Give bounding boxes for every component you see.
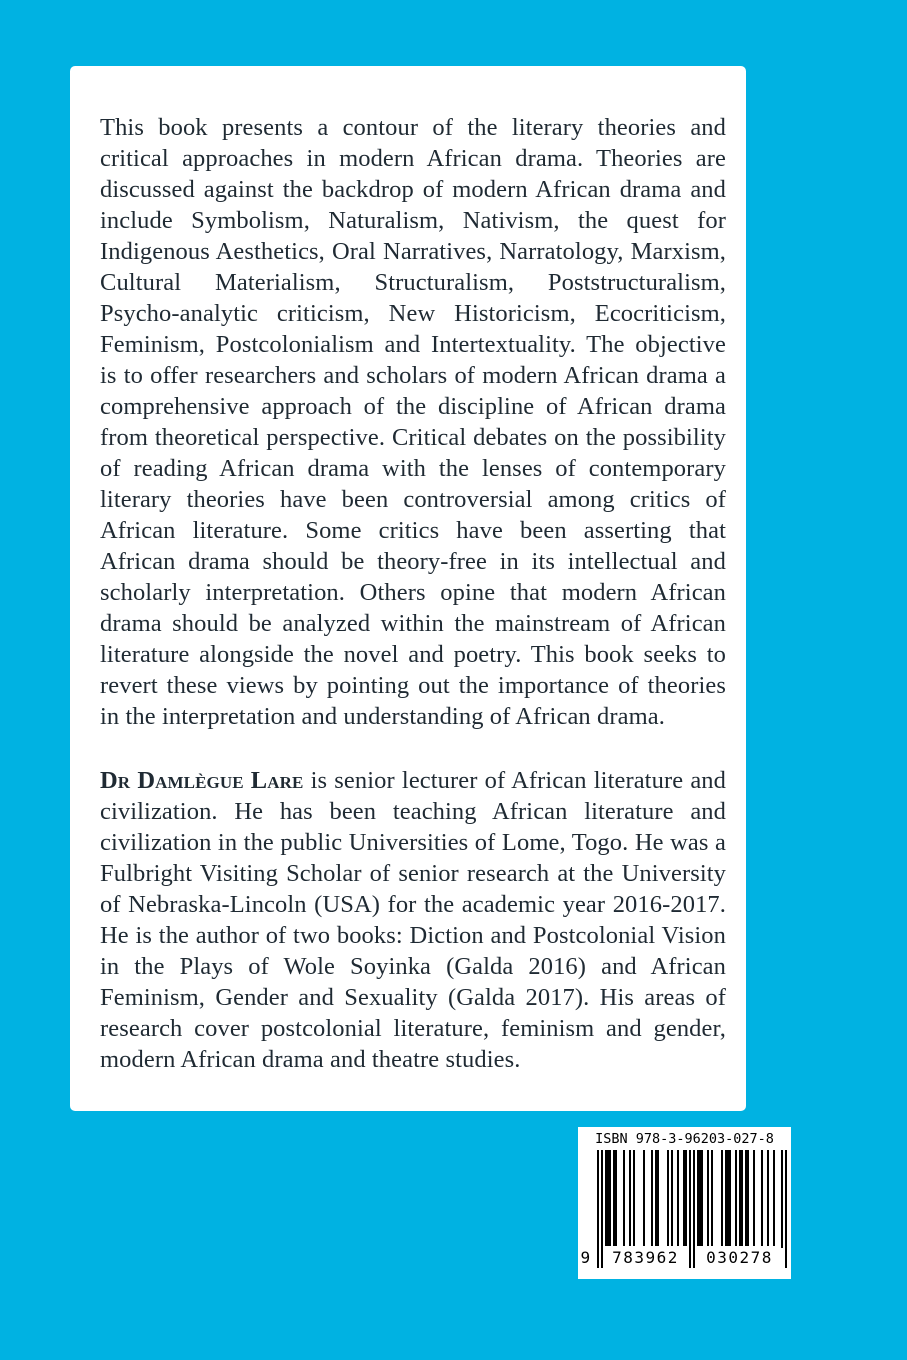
barcode-digit-group: 030278	[697, 1248, 783, 1268]
book-description: This book presents a contour of the literary theories and critical approaches in modern African drama. Theories are discussed against the backdrop of modern African drama and include Symbolism, Naturalism, Nativism, the quest for Indigenous Aesthetics, Oral Narratives, Narratology, Marxism, Cultural Materialism, Structuralism, Poststructuralism, Psycho-analytic criticism, New Historicism, Ecocriticism, Feminism, Postcolonialism and Intertextuality. The objective is to offer researchers and scholars of modern African drama a comprehensive approach of the discipline of African drama from theoretical perspective. Critical debates on the possibility of reading African drama with the lenses of contemporary literary theories have been controversial among critics of African literature. Some critics have been asserting that African drama should be theory-free in its intellectual and scholarly interpretation. Others opine that modern African drama should be analyzed within the mainstream of African literature alongside the novel and poetry. This book seeks to revert these views by pointing out the importance of theories in the interpretation and understanding of African drama.	[100, 114, 726, 730]
barcode-bar	[785, 1150, 787, 1268]
author-bio-paragraph	[100, 765, 726, 1075]
barcode-panel	[578, 1127, 791, 1279]
author-bio-text: is senior lecturer of African literature and civilization. He has been teaching African literature and civilization in the public Universities of Lome, Togo. He was a Fulbright Visiting Scholar of senior research at the University of Nebraska-Lincoln (USA) for the academic year 2016-2017. He is the author of two books: Diction and Postcolonial Vision in the Plays of Wole Soyinka (Galda 2016) and African Feminism, Gender and Sexuality (Galda 2017). His areas of research cover postcolonial literature, feminism and gender, modern African drama and theatre studies.	[100, 767, 727, 1073]
ean13-barcode	[580, 1150, 787, 1268]
isbn-label: ISBN 978-3-96203-027-8	[595, 1131, 774, 1147]
author-name: Dr Damlègue Lare	[100, 767, 304, 794]
description-panel	[70, 66, 746, 1111]
barcode-digit-group: 783962	[603, 1248, 689, 1268]
barcode-digit-group: 9	[580, 1248, 591, 1267]
